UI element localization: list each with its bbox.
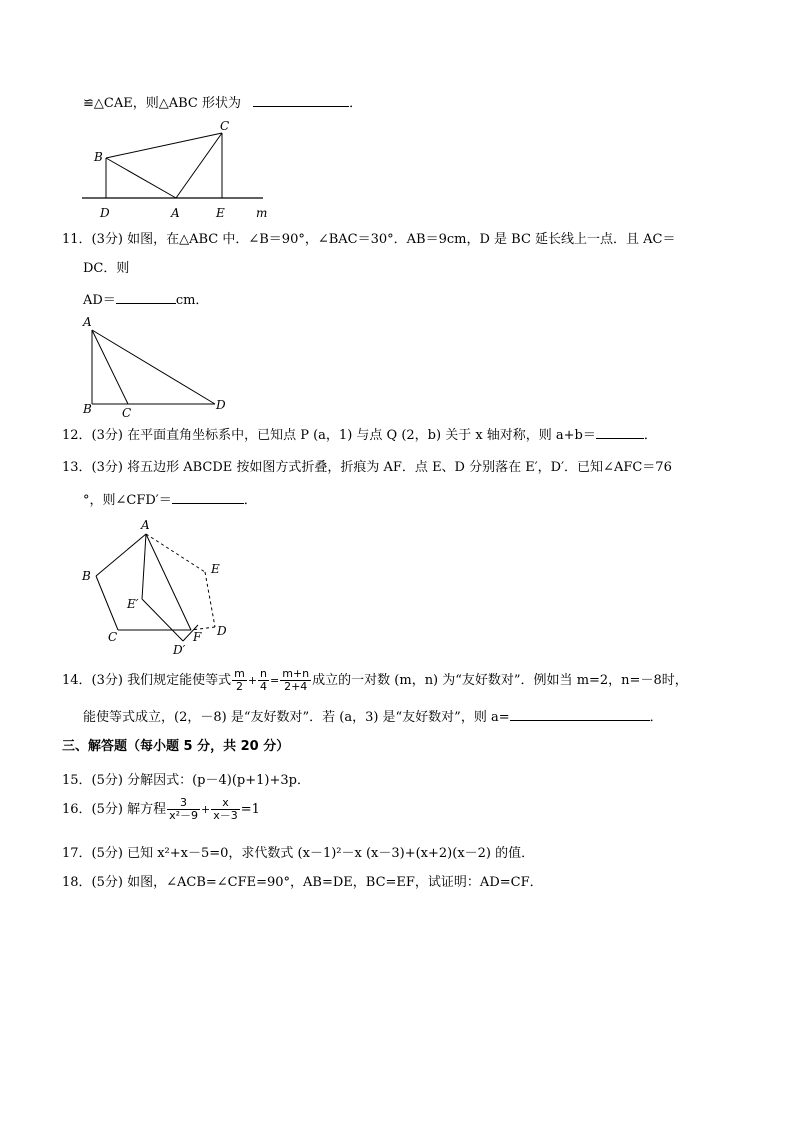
segment-BA	[106, 158, 176, 198]
q13-answer-blank[interactable]	[172, 491, 244, 504]
segment-AE1	[142, 534, 146, 599]
q13-line2: °，则∠CFD′＝ ．	[83, 493, 257, 508]
label-E-prime: E′	[127, 597, 139, 611]
q14-line1	[62, 668, 688, 693]
q18-line	[62, 874, 543, 892]
q16-text-pre: 16．(5分) 解方程	[62, 802, 167, 817]
q15-line	[62, 772, 310, 790]
q10-tail-line: ≌△CAE，则△ABC 形状为 ．	[83, 96, 363, 111]
q14-line2: 能使等式成立，(2，－8) 是“友好数对”．若 (a，3) 是“友好数对”，则 a= ．	[83, 710, 663, 725]
label-D: D	[217, 624, 227, 638]
q15-text: 15．(5分) 分解因式：(p－4)(p+1)+3p．	[62, 773, 310, 788]
q14-text-2: 能使等式成立，(2，－8) 是“友好数对”．若 (a，3) 是“友好数对”，则 a=	[83, 710, 510, 725]
segment-BC	[96, 576, 118, 630]
q16-text-post: =1	[240, 802, 260, 817]
q11-text-2: DC．则	[83, 261, 130, 276]
segment-AB	[96, 534, 146, 576]
q10-answer-blank[interactable]	[253, 94, 349, 107]
label-B: B	[83, 402, 92, 416]
q11-line3	[83, 291, 208, 310]
q12-text: 12．(3分) 在平面直角坐标系中，已知点 P (a，1) 与点 Q (2，b) 关于 x 轴对称，则 a+b＝	[62, 428, 596, 443]
q16-fraction-1: $\frac{3}{\text{x²－9}}$	[169, 796, 199, 822]
q14-text-pre: 14．(3分) 我们规定能使等式	[62, 673, 232, 688]
q14-fraction-3: $\frac{m+n}{2+4}$	[282, 667, 310, 693]
section-3-heading: 三、解答题（每小题 5 分，共 20 分）	[62, 739, 290, 754]
q11-answer-blank[interactable]	[116, 291, 176, 304]
label-D: D	[100, 206, 110, 220]
q10-tail-text: ≌△CAE，则△ABC 形状为	[83, 96, 241, 111]
q12-line: 12．(3分) 在平面直角坐标系中，已知点 P (a，1) 与点 Q (2，b) 关于 x 轴对称，则 a+b＝ ．	[62, 428, 657, 443]
q14-fraction-2: $\frac{n}{4}$	[260, 667, 268, 693]
label-F: F	[193, 630, 202, 644]
q11-line1	[62, 231, 676, 249]
q13-text-1: 13．(3分) 将五边形 ABCDE 按如图方式折叠，折痕为 AF．点 E、D 分别落在 E′，D′．已知∠AFC＝76	[62, 460, 672, 475]
q11-text-3b: cm．	[175, 293, 209, 308]
segment-AC	[176, 133, 222, 198]
label-B: B	[82, 569, 91, 583]
q12-answer-blank[interactable]	[596, 426, 644, 439]
label-E: E	[211, 562, 220, 576]
segment-ED-dashed	[205, 572, 215, 627]
label-A: A	[141, 518, 150, 532]
q17-line	[62, 845, 534, 863]
q13-line1	[62, 459, 672, 477]
label-D: D	[216, 398, 226, 412]
q11-figure	[80, 313, 240, 418]
label-C: C	[122, 406, 132, 420]
q14-text-post: 成立的一对数 (m，n) 为“友好数对”．例如当 m=2，n=－8时，	[312, 673, 688, 688]
q13-figure	[78, 515, 248, 660]
label-E: E	[216, 206, 225, 220]
label-A: A	[171, 206, 180, 220]
q14-fraction-1: $\frac{m}{2}$	[234, 667, 245, 693]
label-A: A	[83, 315, 92, 329]
q16-line	[62, 795, 260, 825]
q11-text-3a: AD＝	[83, 293, 116, 308]
q17-text: 17．(5分) 已知 x²+x－5=0，求代数式 (x－1)²－x (x－3)+(x+2)(x－2) 的值．	[62, 846, 535, 861]
label-D-prime: D′	[173, 643, 186, 657]
q14-answer-blank[interactable]	[510, 708, 650, 721]
label-B: B	[94, 150, 103, 164]
q10-figure	[80, 115, 280, 225]
q14-plus: +	[247, 674, 258, 687]
q14-equals: =	[270, 674, 280, 687]
label-C: C	[220, 119, 230, 133]
q18-text: 18．(5分) 如图，∠ACB=∠CFE=90°，AB=DE，BC=EF，试证明：AD=CF．	[62, 875, 543, 890]
segment-E1D1	[142, 599, 183, 641]
label-C: C	[108, 630, 118, 644]
q11-line2	[83, 260, 129, 278]
q16-fraction-2: $\frac{x}{x-3}$	[213, 796, 238, 822]
label-m: m	[256, 206, 268, 220]
q16-plus: +	[201, 803, 211, 816]
q13-text-2: °，则∠CFD′＝	[83, 493, 172, 508]
segment-BC	[106, 133, 222, 158]
q11-text-1: 11．(3分) 如图，在△ABC 中．∠B＝90°，∠BAC＝30°．AB＝9cm，D 是 BC 延长线上一点．且 AC＝	[62, 232, 676, 247]
